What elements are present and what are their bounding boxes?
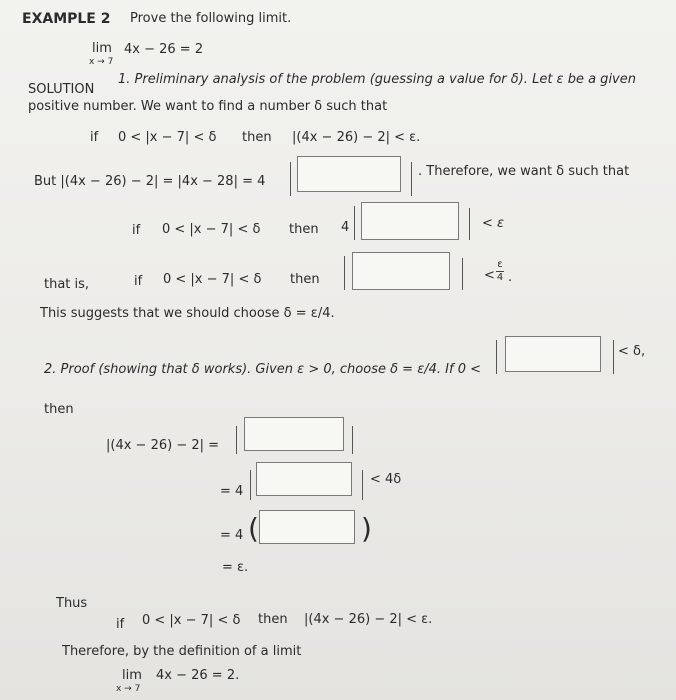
eq2-eq: = 4: [220, 484, 244, 499]
cond2-hyp: 0 < |x − 7| < δ: [162, 222, 261, 237]
abs-bar-left: [290, 162, 291, 196]
therefore-text: . Therefore, we want δ such that: [418, 164, 630, 179]
eq2-lt: < 4δ: [370, 472, 402, 487]
epsilon-over-4: [496, 260, 504, 283]
answer-box-6[interactable]: [256, 462, 352, 496]
abs-bar-right: [469, 208, 470, 240]
frac-den: 4: [496, 272, 504, 283]
abs-bar-right: [462, 258, 463, 290]
answer-box-1[interactable]: [297, 156, 401, 192]
answer-box-5[interactable]: [244, 417, 344, 451]
lim2-expr: 4x − 26 = 2.: [156, 668, 240, 683]
abs-bar-left: [344, 256, 345, 290]
cond2-if: if: [132, 223, 141, 238]
answer-box-4[interactable]: [505, 336, 601, 372]
step2-end: < δ,: [618, 344, 646, 359]
answer-box-3[interactable]: [352, 252, 450, 290]
abs-bar-left: [496, 340, 497, 374]
thatis-text: that is,: [44, 277, 90, 292]
step2-line: 2. Proof (showing that δ works). Given ε > 0, choose δ = ε/4. If 0 <: [44, 362, 481, 377]
lim2-sub: x → 7: [116, 684, 141, 694]
therefore-def: Therefore, by the definition of a limit: [62, 644, 302, 659]
final-concl: |(4x − 26) − 2| < ε.: [304, 612, 433, 627]
eq1-left: |(4x − 26) − 2| =: [106, 438, 220, 453]
step1-line1: 1. Preliminary analysis of the problem (guessing a value for δ). Let ε be a given: [118, 72, 636, 87]
final-if: if: [116, 617, 125, 632]
abs-bar-left: [236, 426, 237, 454]
limit-sub: x → 7: [89, 57, 114, 67]
cond3-if: if: [134, 274, 143, 289]
cond1-then: then: [242, 130, 272, 145]
final-hyp: 0 < |x − 7| < δ: [142, 613, 241, 628]
lim2-lim: lim: [122, 668, 142, 683]
abs-bar-left: [250, 470, 251, 500]
abs-bar-right: [352, 426, 353, 454]
answer-box-7[interactable]: [259, 510, 355, 544]
answer-box-2[interactable]: [361, 202, 459, 240]
thus-label: Thus: [56, 596, 88, 611]
cond1-hyp: 0 < |x − 7| < δ: [118, 130, 217, 145]
cond3-hyp: 0 < |x − 7| < δ: [163, 272, 262, 287]
solution-label: SOLUTION: [28, 82, 95, 97]
abs-bar-right: [613, 340, 614, 374]
cond1-if: if: [90, 130, 99, 145]
cond3-then: then: [290, 272, 320, 287]
cond1-concl: |(4x − 26) − 2| < ε.: [292, 130, 421, 145]
example-label: EXAMPLE 2: [22, 11, 111, 27]
limit-lim: lim: [92, 41, 112, 56]
but-text: But |(4x − 26) − 2| = |4x − 28| = 4: [34, 174, 266, 189]
step1-line2: positive number. We want to find a number δ such that: [28, 99, 388, 114]
eq3-paren: ): [361, 512, 372, 545]
suggest-text: This suggests that we should choose δ = ε/4.: [40, 306, 335, 321]
paren-left: (: [248, 512, 259, 545]
abs-bar-left: [354, 206, 355, 240]
example-prompt: Prove the following limit.: [130, 11, 292, 26]
cond3-lt: <: [484, 268, 495, 283]
limit-expr: 4x − 26 = 2: [124, 42, 204, 57]
abs-bar-right: [411, 162, 412, 196]
frac-num: ε: [497, 259, 503, 270]
eq3-eq: = 4: [220, 528, 244, 543]
final-then: then: [258, 612, 288, 627]
then-label: then: [44, 402, 74, 417]
abs-bar-right: [362, 470, 363, 500]
eq4: = ε.: [222, 560, 249, 575]
cond2-then: then: [289, 222, 319, 237]
frac-dot: .: [508, 270, 513, 285]
cond2-coef: 4: [341, 220, 350, 235]
cond2-lt: < ε: [482, 216, 505, 231]
